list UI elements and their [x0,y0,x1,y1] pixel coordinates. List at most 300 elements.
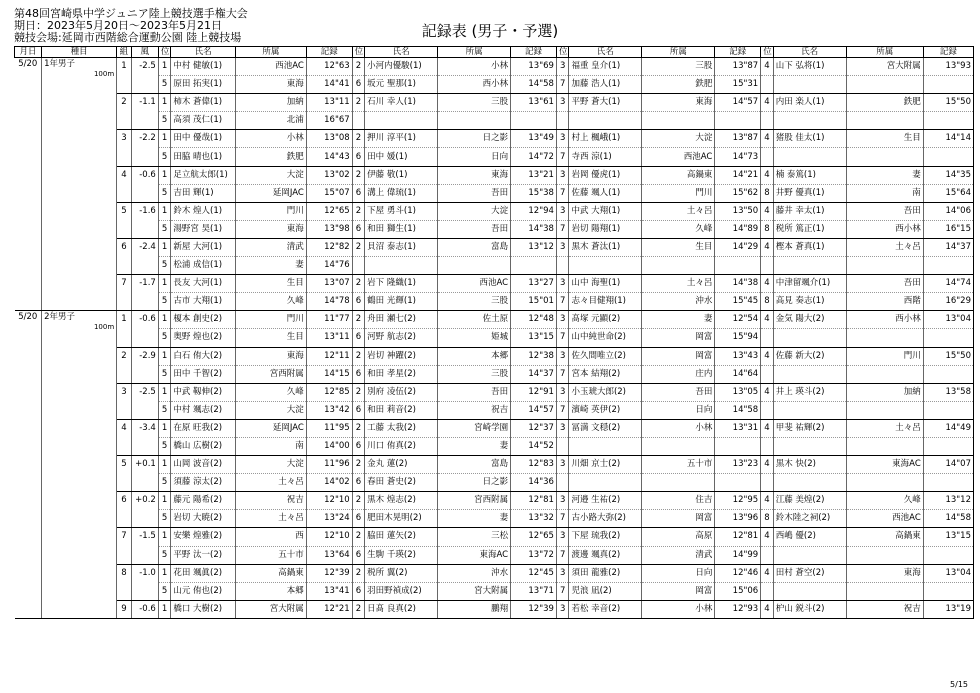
table-row [15,220,974,238]
team-name: 富島 [438,456,511,474]
athlete-name [773,112,846,130]
record-time: 13"12 [511,238,557,256]
table-row [15,510,974,528]
team-name: 日向 [642,564,715,582]
place: 6 [352,401,365,419]
athlete-name: 和田 莉音(2) [365,401,438,419]
record-time: 14"72 [511,148,557,166]
team-name: 妻 [438,510,511,528]
table-row [15,401,974,419]
record-time: 12"63 [306,58,352,76]
team-name: 吾田 [438,184,511,202]
team-name [642,474,715,492]
team-name: 東海AC [846,456,923,474]
team-name [846,546,923,564]
place: 7 [556,184,569,202]
place: 2 [352,600,365,618]
athlete-name: 押川 淳平(1) [365,130,438,148]
team-name: 高原 [642,528,715,546]
record-time [923,474,973,492]
table-row [15,202,974,220]
athlete-name: 内田 楽人(1) [773,94,846,112]
record-time: 14"74 [923,275,973,293]
athlete-name: 中武 靱伸(2) [171,383,236,401]
table-row [15,492,974,510]
place: 3 [556,275,569,293]
place: 5 [158,546,171,564]
athlete-name: 志々目健翔(1) [569,293,642,311]
record-time: 13"23 [715,456,761,474]
athlete-name: 高見 奏志(1) [773,293,846,311]
record-time: 13"04 [923,311,973,329]
place [761,437,774,455]
record-time: 13"31 [715,419,761,437]
team-name: 西階 [846,293,923,311]
record-time [923,546,973,564]
team-name: 宮崎学園 [438,419,511,437]
place: 4 [761,456,774,474]
column-header: 所属 [235,47,306,58]
record-time: 14"06 [923,202,973,220]
record-time: 14"58 [511,76,557,94]
athlete-name: 川畑 京士(2) [569,456,642,474]
record-time: 14"58 [923,510,973,528]
athlete-name: 寺西 涼(1) [569,148,642,166]
record-time: 14"64 [715,365,761,383]
place: 6 [352,510,365,528]
athlete-name: 岩下 隆織(1) [365,275,438,293]
athlete-name: 黒木 蒼汰(1) [569,238,642,256]
record-time: 15"50 [923,347,973,365]
team-name: 大淀 [642,130,715,148]
athlete-name: 古市 大翔(1) [171,293,236,311]
place: 1 [158,600,171,618]
place: 6 [352,148,365,166]
athlete-name: 石川 幸人(1) [365,94,438,112]
heat-number: 3 [117,383,132,419]
athlete-name [569,437,642,455]
record-time: 14"37 [511,365,557,383]
team-name [846,76,923,94]
place: 1 [158,528,171,546]
team-name [846,582,923,600]
athlete-name: 金丸 蓮(2) [365,456,438,474]
athlete-name [569,257,642,275]
athlete-name: 生駒 千瑛(2) [365,546,438,564]
team-name [642,257,715,275]
athlete-name: 奥野 煌也(2) [171,329,236,347]
event-title: 2年男子 [44,312,76,323]
event-title: 1年男子 [44,59,76,69]
column-header: 位 [352,47,365,58]
record-time: 12"65 [306,202,352,220]
place: 4 [761,94,774,112]
place: 3 [556,58,569,76]
event-name [42,311,117,619]
column-header: 位 [761,47,774,58]
page-number: 5/15 [950,680,968,689]
athlete-name: 税所 篤正(1) [773,220,846,238]
athlete-name: 山元 侑也(2) [171,582,236,600]
column-headers [15,47,974,58]
team-name: 延岡JAC [235,419,306,437]
record-time: 12"93 [715,600,761,618]
record-time: 13"19 [923,600,973,618]
place: 1 [158,94,171,112]
athlete-name [773,365,846,383]
heat-number: 9 [117,600,132,618]
athlete-name: 橋口 大樹(2) [171,600,236,618]
record-time: 12"45 [511,564,557,582]
place: 5 [158,112,171,130]
record-time: 12"48 [511,311,557,329]
place: 5 [158,510,171,528]
record-time: 14"02 [306,474,352,492]
page-title: 記録表 (男子・予選) [421,22,559,40]
team-name: 西池AC [438,275,511,293]
place [761,329,774,347]
athlete-name: 小玉琥大郎(2) [569,383,642,401]
athlete-name: 江藤 美煌(2) [773,492,846,510]
record-time: 13"93 [923,58,973,76]
wind-reading: -3.4 [131,419,158,455]
athlete-name: 山中純世命(2) [569,329,642,347]
place: 5 [158,365,171,383]
place: 2 [352,456,365,474]
record-time: 12"46 [715,564,761,582]
table-row [15,347,974,365]
athlete-name: 樫本 蒼真(1) [773,238,846,256]
athlete-name: 鈴木陸之祠(2) [773,510,846,528]
table-row [15,528,974,546]
athlete-name: 税所 翼(2) [365,564,438,582]
athlete-name: 松浦 成信(1) [171,257,236,275]
team-name: 生目 [235,329,306,347]
place: 3 [556,311,569,329]
place: 2 [352,528,365,546]
team-name: 清武 [235,238,306,256]
team-name: 西池AC [642,148,715,166]
athlete-name: 田中 優哉(1) [171,130,236,148]
place: 1 [158,202,171,220]
place: 1 [158,492,171,510]
place: 5 [158,293,171,311]
team-name: 岡富 [642,582,715,600]
record-time: 13"24 [306,510,352,528]
table-row [15,582,974,600]
column-header: 種目 [42,47,117,58]
athlete-name: 花田 颯眞(2) [171,564,236,582]
athlete-name: 枦山 鋭斗(2) [773,600,846,618]
athlete-name: 春田 蒼史(2) [365,474,438,492]
team-name [846,474,923,492]
athlete-name: 和田 孝星(2) [365,365,438,383]
athlete-name: 吉田 輝(1) [171,184,236,202]
record-time: 14"43 [306,148,352,166]
team-name: 土々呂 [846,419,923,437]
column-header: 位 [556,47,569,58]
record-time: 12"85 [306,383,352,401]
team-name: 延岡JAC [235,184,306,202]
team-name: 小林 [642,419,715,437]
team-name: 門川 [846,347,923,365]
record-time: 12"91 [511,383,557,401]
record-time [715,257,761,275]
athlete-name [773,582,846,600]
athlete-name: 河邉 生祐(2) [569,492,642,510]
record-time: 13"87 [715,130,761,148]
place: 1 [158,456,171,474]
team-name: 三股 [438,94,511,112]
column-header: 氏名 [773,47,846,58]
athlete-name [569,474,642,492]
athlete-name: 田中 媛(1) [365,148,438,166]
record-time [923,329,973,347]
team-name: 東海 [438,166,511,184]
record-time: 13"05 [715,383,761,401]
record-time: 14"14 [923,130,973,148]
athlete-name [365,257,438,275]
athlete-name: 山中 海聖(1) [569,275,642,293]
event-distance: 100m [93,70,115,78]
team-name: 大淀 [235,456,306,474]
place: 5 [158,257,171,275]
place: 2 [352,238,365,256]
team-name: 三股 [438,365,511,383]
table-row [15,166,974,184]
athlete-name: 田村 蒼空(2) [773,564,846,582]
wind-reading: -2.4 [131,238,158,274]
athlete-name: 中村 颯志(2) [171,401,236,419]
column-header: 記録 [923,47,973,58]
place: 2 [352,383,365,401]
record-time [923,437,973,455]
athlete-name: 若松 幸音(2) [569,600,642,618]
athlete-name: 西嶋 優(2) [773,528,846,546]
team-name: 宮大附属 [235,600,306,618]
team-name: 宮西附属 [235,365,306,383]
team-name: 加納 [235,94,306,112]
place: 4 [761,492,774,510]
record-time: 15"38 [511,184,557,202]
athlete-name: 田脇 晴也(1) [171,148,236,166]
athlete-name: 加藤 浩人(1) [569,76,642,94]
team-name: 生目 [846,130,923,148]
team-name: 鉄肥 [642,76,715,94]
wind-reading: -2.2 [131,130,158,166]
athlete-name: 下屋 勇斗(1) [365,202,438,220]
team-name: 西池AC [235,58,306,76]
table-row [15,365,974,383]
wind-reading: +0.1 [131,456,158,492]
record-time: 13"08 [306,130,352,148]
place: 3 [556,166,569,184]
column-header: 位 [158,47,171,58]
table-row [15,275,974,293]
team-name: 吾田 [846,275,923,293]
athlete-name: 川口 侑真(2) [365,437,438,455]
heat-number: 5 [117,456,132,492]
place: 7 [556,510,569,528]
heat-number: 2 [117,94,132,130]
heat-number: 4 [117,166,132,202]
athlete-name [773,474,846,492]
table-row [15,329,974,347]
record-time: 12"83 [511,456,557,474]
record-time: 13"07 [306,275,352,293]
place: 2 [352,419,365,437]
heat-number: 5 [117,202,132,238]
event-name [42,58,117,311]
place: 6 [352,546,365,564]
place: 8 [761,510,774,528]
athlete-name: 村上 楓峨(1) [569,130,642,148]
athlete-name: 白石 侑大(2) [171,347,236,365]
athlete-name: 舟田 瀬七(2) [365,311,438,329]
place: 1 [158,383,171,401]
record-time: 12"11 [306,347,352,365]
team-name: 西小林 [846,220,923,238]
team-name [846,401,923,419]
place [761,474,774,492]
place: 6 [352,437,365,455]
team-name: 生目 [235,275,306,293]
place: 4 [761,275,774,293]
record-time: 15"94 [715,329,761,347]
place: 3 [556,383,569,401]
place: 4 [761,564,774,582]
athlete-name: 河野 航志(2) [365,329,438,347]
table-row [15,112,974,130]
team-name: 鵬翔 [438,600,511,618]
place: 7 [556,293,569,311]
team-name: 東海 [642,94,715,112]
place [556,257,569,275]
record-time: 13"71 [511,582,557,600]
table-row [15,257,974,275]
athlete-name: 渡邊 颯真(2) [569,546,642,564]
athlete-name: 岩切 陽翔(1) [569,220,642,238]
place: 4 [761,130,774,148]
record-time: 12"82 [306,238,352,256]
athlete-name: 須藤 涼太(2) [171,474,236,492]
athlete-name: 溝上 偉琉(1) [365,184,438,202]
place: 1 [158,166,171,184]
place: 1 [158,347,171,365]
place: 7 [556,76,569,94]
heat-number: 2 [117,347,132,383]
place: 7 [556,401,569,419]
place: 4 [761,383,774,401]
place [761,401,774,419]
place: 8 [761,293,774,311]
record-time: 12"21 [306,600,352,618]
place: 5 [158,437,171,455]
athlete-name: 肥田木晃明(2) [365,510,438,528]
record-time: 14"58 [715,401,761,419]
record-time: 14"36 [511,474,557,492]
team-name: 吾田 [642,383,715,401]
team-name: 北浦 [235,112,306,130]
record-time: 11"95 [306,419,352,437]
record-time [923,582,973,600]
place: 2 [352,130,365,148]
athlete-name: 羽田野禎成(2) [365,582,438,600]
athlete-name: 黒木 快(2) [773,456,846,474]
wind-reading: -0.6 [131,311,158,347]
record-time: 13"96 [715,510,761,528]
place: 1 [158,419,171,437]
wind-reading: -1.0 [131,564,158,600]
table-row [15,311,974,329]
team-name: 西小林 [846,311,923,329]
team-name: 高鍋東 [846,528,923,546]
record-time: 15"07 [306,184,352,202]
place: 3 [556,564,569,582]
place [761,148,774,166]
place: 4 [761,419,774,437]
place: 2 [352,58,365,76]
record-time: 14"38 [715,275,761,293]
place [761,112,774,130]
record-time: 15"01 [511,293,557,311]
record-time: 15"31 [715,76,761,94]
athlete-name [773,329,846,347]
athlete-name: 榎本 創史(2) [171,311,236,329]
place [761,582,774,600]
record-time [511,257,557,275]
column-header: 風 [131,47,158,58]
athlete-name: 橋山 広樹(2) [171,437,236,455]
athlete-name: 原田 拓実(1) [171,76,236,94]
team-name [846,329,923,347]
team-name: 門川 [642,184,715,202]
record-time [511,112,557,130]
athlete-name: 伊藤 敬(1) [365,166,438,184]
place: 2 [352,202,365,220]
place: 5 [158,148,171,166]
record-time: 13"11 [306,329,352,347]
column-header: 所属 [642,47,715,58]
team-name: 五十市 [235,546,306,564]
record-time: 13"43 [715,347,761,365]
heat-number: 6 [117,238,132,274]
athlete-name [773,401,846,419]
athlete-name: 足立航太郎(1) [171,166,236,184]
record-time: 13"15 [511,329,557,347]
event-distance: 100m [93,323,115,332]
team-name [642,437,715,455]
place: 3 [556,528,569,546]
place: 6 [352,76,365,94]
place: 2 [352,311,365,329]
team-name: 日向 [438,148,511,166]
place: 5 [158,474,171,492]
athlete-name: 古小路大弥(2) [569,510,642,528]
place: 3 [556,419,569,437]
athlete-name [569,112,642,130]
athlete-name: 濱崎 英伊(2) [569,401,642,419]
team-name [846,257,923,275]
team-name: 三股 [642,58,715,76]
athlete-name: 髙塚 元顯(2) [569,311,642,329]
heat-number: 7 [117,528,132,564]
record-time: 13"64 [306,546,352,564]
place: 1 [158,130,171,148]
athlete-name: 和田 獅生(1) [365,220,438,238]
record-time: 14"07 [923,456,973,474]
heat-number: 1 [117,58,132,94]
